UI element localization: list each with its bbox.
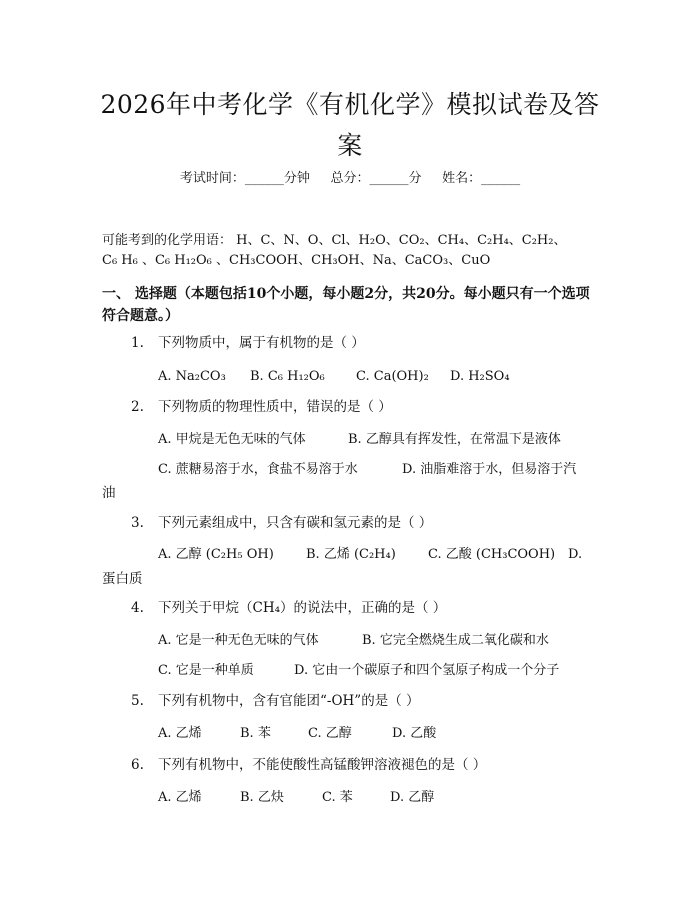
option-a: A. 乙烯 [158,790,202,805]
question-1-options [158,367,510,387]
option-a: A. 乙醇 (C₂H₅ OH) [158,547,274,562]
title-line-2: 案 [337,131,363,160]
section-heading-line-1: 一、 选择题（本题包括10个小题，每小题2分，共20分。每小题只有一个选项 [102,286,590,302]
exam-meta: 考试时间：______分钟 总分：______分 姓名：______ [179,171,521,186]
option-a: A. 甲烷是无色无味的气体 [158,432,306,447]
question-3-options [158,545,582,565]
option-b: B. 乙烯 (C₂H₄) [306,547,396,562]
question-4-options-row-1 [158,631,549,651]
question-3 [131,513,432,533]
question-2-options-row-2 [158,460,576,480]
question-2 [131,397,392,417]
title-line-1: 2026年中考化学《有机化学》模拟试卷及答 [100,90,600,119]
question-stem: 下列物质中，属于有机物的是（ ） [158,335,365,351]
option-d: D. H₂SO₄ [450,369,510,384]
question-1 [131,333,365,353]
formula-note-line-2: C₆ H₆ 、C₆ H₁₂O₆ 、CH₃COOH、CH₃OH、Na、CaCO₃、CuO [102,253,491,268]
option-c: C. 乙醇 [308,726,352,741]
question-stem: 下列关于甲烷（CH₄）的说法中，正确的是（ ） [158,600,447,616]
question-4 [131,598,446,618]
question-stem: 下列物质的物理性质中，错误的是（ ） [158,399,392,415]
option-c: C. 它是一种单质 [158,663,254,678]
option-b: B. 它完全燃烧生成二氧化碳和水 [362,633,549,648]
option-d: D. 乙酸 [392,726,437,741]
section-heading [102,283,602,327]
question-2-options-row-1 [158,430,561,450]
option-d: D. 油脂难溶于水，但易溶于汽 [402,462,577,477]
section-heading-line-2: 符合题意。） [102,308,179,324]
question-2-option-d-wrap: 油 [102,485,116,501]
question-5 [131,691,420,711]
question-stem: 下列有机物中，含有官能团“-OH”的是（ ） [158,693,420,709]
question-3-option-d-wrap: 蛋白质 [102,571,143,587]
option-d: D. 乙醇 [390,790,435,805]
page-title [90,84,610,166]
question-6-options [158,788,434,808]
option-b: B. 乙炔 [240,790,284,805]
question-number: 6. [131,757,144,773]
option-c: C. Ca(OH)₂ [356,369,429,384]
question-4-options-row-2 [158,661,559,681]
option-c: C. 蔗糖易溶于水，食盐不易溶于水 [158,462,358,477]
option-b: B. 乙醇具有挥发性，在常温下是液体 [348,432,561,447]
option-d: D. [568,547,583,562]
question-number: 2. [131,399,144,415]
option-a: A. 乙烯 [158,726,202,741]
option-b: B. C₆ H₁₂O₆ [250,369,325,384]
question-number: 4. [131,600,144,616]
question-number: 1. [131,335,144,351]
question-stem: 下列有机物中，不能使酸性高锰酸钾溶液褪色的是（ ） [158,757,487,773]
option-c: C. 乙酸 (CH₃COOH) [428,547,556,562]
question-5-options [158,724,436,744]
option-a: A. 它是一种无色无味的气体 [158,633,319,648]
option-b: B. 苯 [240,726,271,741]
formula-note-line-1: 可能考到的化学用语： H、C、N、O、Cl、H₂O、CO₂、CH₄、C₂H₄、C₂H₂、 [102,233,567,248]
option-c: C. 苯 [322,790,353,805]
question-number: 3. [131,515,144,531]
option-d: D. 它由一个碳原子和四个氢原子构成一个分子 [294,663,560,678]
question-6 [131,755,486,775]
question-stem: 下列元素组成中，只含有碳和氢元素的是（ ） [158,515,433,531]
option-a: A. Na₂CO₃ [158,369,226,384]
question-number: 5. [131,693,144,709]
